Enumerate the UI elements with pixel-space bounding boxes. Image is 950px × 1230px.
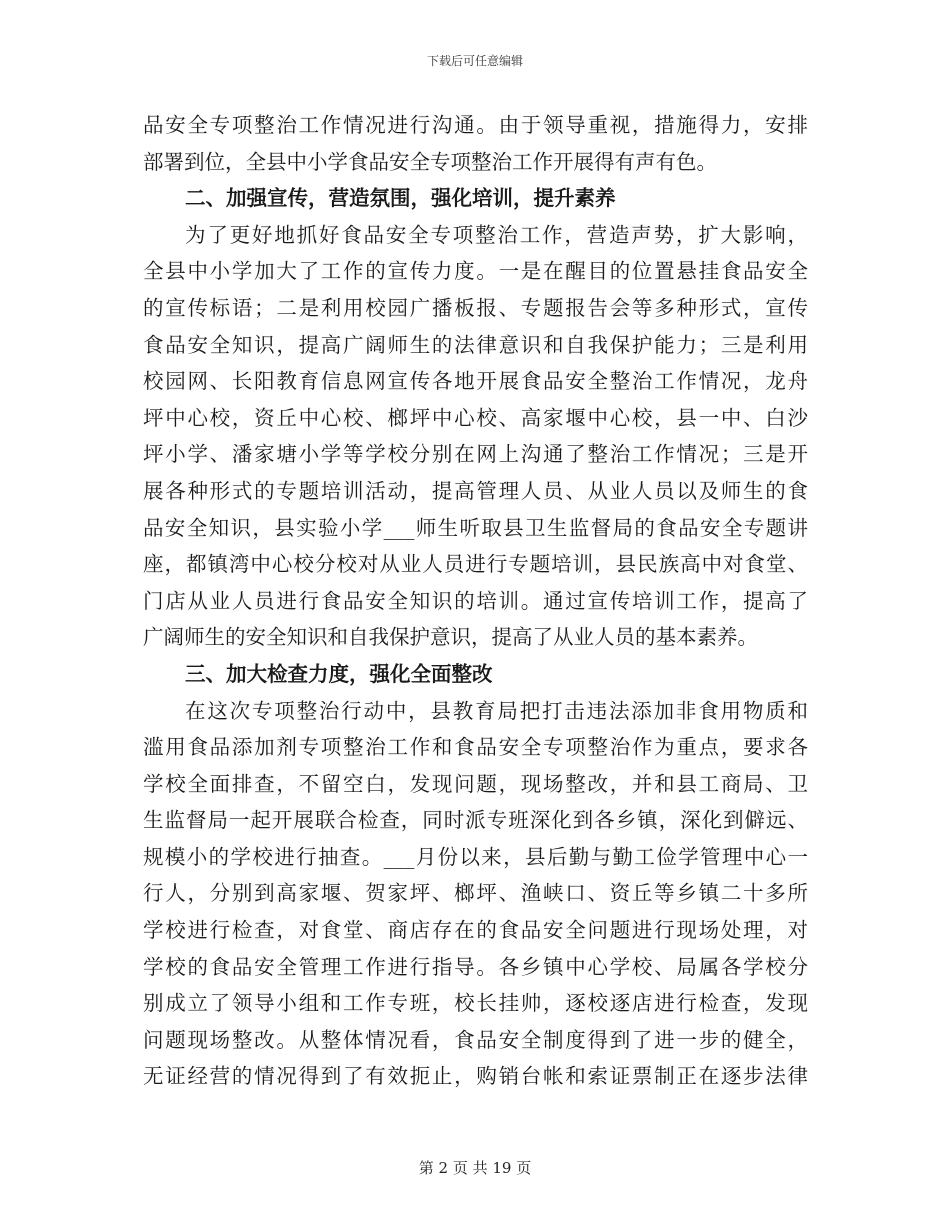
paragraph-line: 校园网、长阳教育信息网宣传各地开展食品安全整治工作情况，龙舟 [143,369,808,394]
paragraph-line: 学校全面排查，不留空白，发现问题，现场整改，并和县工商局、卫 [143,771,808,796]
paragraph-last-line: 部署到位，全县中小学食品安全专项整治工作开展得有声有色。 [143,149,717,174]
paragraph-line: 问题现场整改。从整体情况看，食品安全制度得到了进一步的健全， [143,1027,808,1052]
page-number-footer: 第 2 页 共 19 页 [418,1159,532,1177]
paragraph-line: 别成立了领导小组和工作专班，校长挂帅，逐校逐店进行检查，发现 [143,991,808,1016]
paragraph-line: 的宣传标语；二是利用校园广播板报、专题报告会等多种形式，宣传 [143,295,808,320]
paragraph-line: 品安全知识，县实验小学___师生听取县卫生监督局的食品安全专题讲 [143,515,808,540]
document-body [143,107,808,1095]
paragraph-line: 规模小的学校进行抽查。___月份以来，县后勤与勤工俭学管理中心一 [143,844,808,869]
paragraph-line: 无证经营的情况得到了有效扼止，购销台帐和索证票制正在逐步法律 [143,1064,808,1089]
paragraph-line: 生监督局一起开展联合检查，同时派专班深化到各乡镇，深化到僻远、 [143,808,808,833]
paragraph-line: 学校进行检查，对食堂、商店存在的食品安全问题进行现场处理，对 [143,918,808,943]
paragraph-first-line: 在这次专项整治行动中，县教育局把打击违法添加非食用物质和 [185,698,808,723]
section-heading: 三、加大检查力度，强化全面整改 [185,661,493,686]
paragraph-line: 展各种形式的专题培训活动，提高管理人员、从业人员以及师生的食 [143,478,808,503]
paragraph-last-line: 广阔师生的安全知识和自我保护意识，提高了从业人员的基本素养。 [143,625,758,650]
paragraph-line: 坪中心校，资丘中心校、榔坪中心校、高家堰中心校，县一中、白沙 [143,405,808,430]
section-heading: 二、加强宣传，营造氛围，强化培训，提升素养 [185,186,616,211]
page-header-note: 下载后可任意编辑 [426,54,523,68]
paragraph-line: 食品安全知识，提高广阔师生的法律意识和自我保护能力；三是利用 [143,332,808,357]
paragraph-line: 学校的食品安全管理工作进行指导。各乡镇中心学校、局属各学校分 [143,954,808,979]
paragraph-line: 坪小学、潘家塘小学等学校分别在网上沟通了整治工作情况；三是开 [143,442,808,467]
paragraph-line: 品安全专项整治工作情况进行沟通。由于领导重视，措施得力，安排 [143,113,808,137]
paragraph-line: 行人，分别到高家堰、贺家坪、榔坪、渔峡口、资丘等乡镇二十多所 [143,881,808,906]
paragraph-first-line: 为了更好地抓好食品安全专项整治工作，营造声势，扩大影响， [185,222,808,247]
paragraph-line: 座，都镇湾中心校分校对从业人员进行专题培训，县民族高中对食堂、 [143,552,808,577]
paragraph-line: 滥用食品添加剂专项整治工作和食品安全专项整治作为重点，要求各 [143,735,808,760]
paragraph-line: 门店从业人员进行食品安全知识的培训。通过宣传培训工作，提高了 [143,588,808,613]
paragraph-line: 全县中小学加大了工作的宣传力度。一是在醒目的位置悬挂食品安全 [143,259,808,284]
